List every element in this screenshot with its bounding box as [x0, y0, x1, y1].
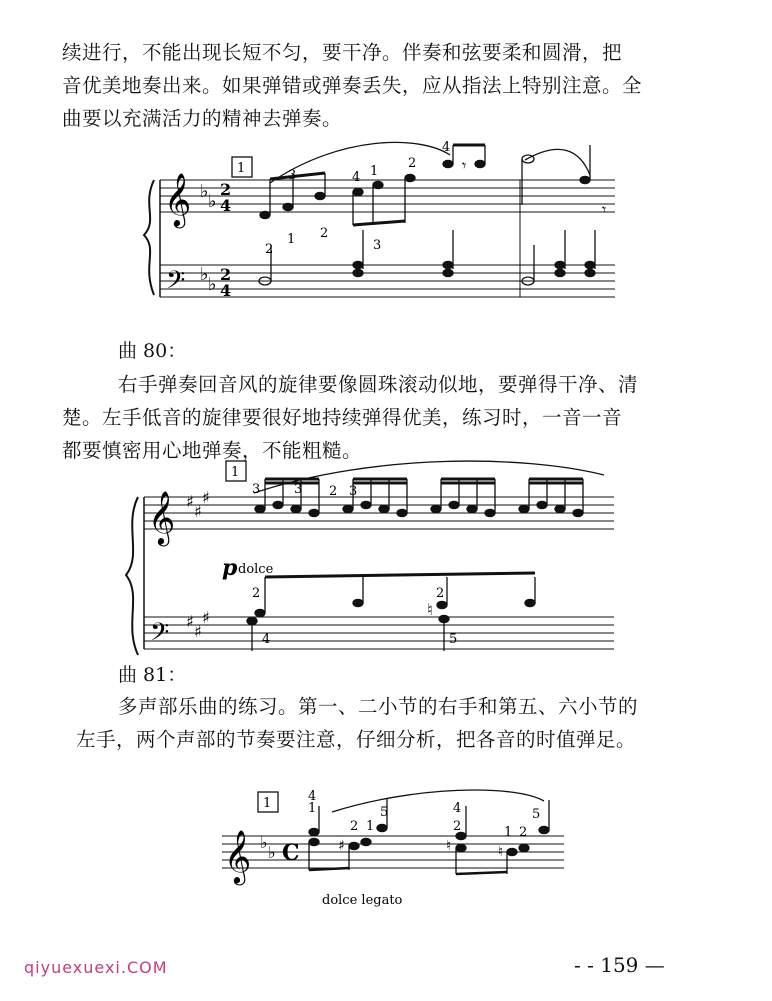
fingering: 4 [442, 140, 451, 155]
flat-icon: ♭ [260, 833, 268, 852]
fingering: 4 [352, 170, 361, 185]
note-head [449, 501, 459, 508]
note-head [255, 505, 265, 512]
fingering: 5 [449, 632, 458, 647]
time-sig-top: 2 [220, 265, 232, 284]
fingering: 2 [350, 819, 359, 834]
note-head [467, 505, 477, 512]
fingering: 2 [436, 586, 445, 601]
fingering: 3 [373, 238, 382, 253]
note-head [519, 505, 529, 512]
measure-number: 1 [237, 161, 246, 176]
time-sig-bottom: 4 [220, 196, 232, 215]
fingering: 1 [287, 232, 296, 247]
note-head [555, 505, 565, 512]
time-sig-bottom: 4 [220, 281, 232, 300]
text-line: 续进行，不能出现长短不匀，要干净。伴奏和弦要柔和圆滑，把 [62, 41, 623, 64]
rest-icon: 𝄾 [462, 156, 467, 175]
natural-icon: ♮ [427, 600, 433, 619]
note-head [537, 501, 547, 508]
fingering: 3 [294, 482, 303, 497]
fingering: 2 [519, 825, 528, 840]
score-example-80 [124, 455, 624, 665]
fingering: 2 [329, 484, 338, 499]
fingering: 4 [453, 801, 462, 816]
fingering: 1 [370, 164, 379, 179]
page-number: - - 159 — [574, 953, 665, 977]
fingering: 5 [532, 807, 541, 822]
fingering: 2 [252, 586, 261, 601]
sharp-icon: ♯ [186, 612, 194, 631]
time-sig-top: 2 [220, 180, 232, 199]
sharp-icon: ♯ [194, 502, 202, 521]
text-line: 右手弹奏回音风的旋律要像圆珠滚动似地，要弹得干净、清 [118, 373, 639, 396]
example-heading-80: 曲 80： [118, 340, 187, 362]
note-head [291, 505, 301, 512]
note-head [361, 501, 371, 508]
bass-clef-icon: 𝄢 [150, 618, 170, 653]
natural-icon: ♮ [498, 844, 504, 860]
note-head [343, 505, 353, 512]
text-line: 楚。左手低音的旋律要很好地持续弹得优美，练习时，一音一音 [62, 406, 623, 429]
fingering: 1 [504, 825, 513, 840]
flat-icon: ♭ [200, 181, 209, 202]
sharp-icon: ♯ [202, 608, 210, 627]
flat-icon: ♭ [208, 274, 217, 295]
treble-clef-icon: 𝄞 [148, 490, 176, 544]
score-svg [140, 135, 630, 315]
flat-icon: ♭ [268, 843, 276, 862]
paragraph-intro [62, 36, 702, 135]
sharp-icon: ♯ [194, 622, 202, 641]
measure-number: 1 [263, 796, 272, 811]
note-head [485, 509, 495, 516]
note-head [379, 505, 389, 512]
site-watermark: qiyuexuexi.COM [24, 958, 168, 977]
fingering: 3 [252, 482, 261, 497]
fingering: 2 [453, 819, 462, 834]
treble-clef-icon: 𝄞 [224, 829, 252, 883]
fingering: 3 [349, 484, 358, 499]
fingering: 2 [320, 226, 329, 241]
fingering: 2 [408, 156, 417, 171]
paragraph-81 [62, 690, 702, 756]
score-svg [124, 455, 624, 665]
note-head [573, 509, 583, 516]
text-line: 曲要以充满活力的精神去弹奏。 [62, 107, 343, 130]
sharp-icon: ♯ [202, 488, 210, 507]
score-example-81 [214, 786, 574, 916]
paragraph-80 [62, 368, 702, 467]
fingering: 5 [380, 805, 389, 820]
fingering: 4 [308, 789, 317, 804]
common-time-icon: C [282, 840, 300, 866]
text-line: 多声部乐曲的练习。第一、二小节的右手和第五、六小节的 [118, 695, 639, 718]
text-line: 音优美地奏出来。如果弹错或弹奏丢失，应从指法上特别注意。全 [62, 74, 643, 97]
bass-clef-icon: 𝄢 [166, 266, 186, 301]
score-svg [214, 786, 574, 916]
treble-clef-icon: 𝄞 [164, 172, 192, 226]
expression-marking: dolce legato [322, 893, 403, 908]
measure-number: 1 [231, 465, 240, 480]
expression-marking: dolce [238, 562, 274, 577]
fingering: 3 [288, 168, 297, 183]
text-line: 都要慎密用心地弹奏，不能粗糙。 [62, 439, 363, 462]
fingering: 4 [262, 632, 271, 647]
note-head [273, 501, 283, 508]
score-example-79 [140, 135, 630, 315]
fingering: 2 [265, 242, 274, 257]
fingering: 1 [308, 801, 317, 816]
dynamic-marking: p [222, 555, 238, 581]
sharp-icon: ♯ [186, 492, 194, 511]
note-head [397, 509, 407, 516]
flat-icon: ♭ [200, 264, 209, 285]
sharp-icon: ♯ [338, 838, 345, 854]
note-head [431, 505, 441, 512]
example-heading-81: 曲 81： [118, 664, 187, 686]
text-line: 左手，两个声部的节奏要注意，仔细分析，把各音的时值弹足。 [76, 728, 637, 751]
natural-icon: ♮ [446, 838, 452, 854]
note-head [309, 509, 319, 516]
flat-icon: ♭ [208, 191, 217, 212]
fingering: 1 [366, 819, 375, 834]
rest-icon: 𝄾 [602, 200, 607, 219]
